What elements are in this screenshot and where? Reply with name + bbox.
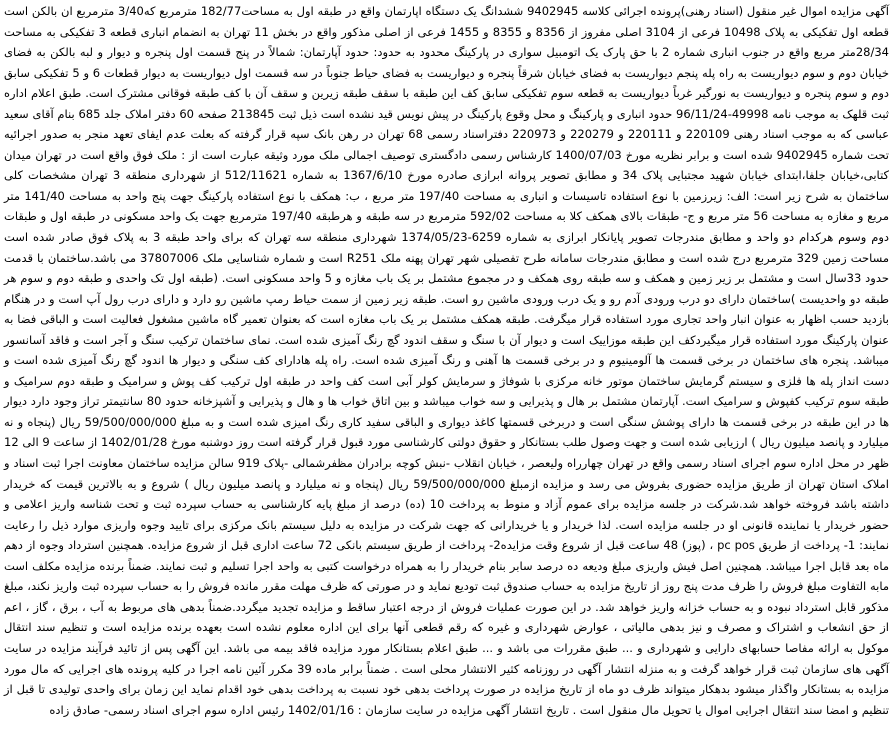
auction-notice-text: آگهی مزایده اموال غیر منقول (اسناد رهنی)پرونده اجرائی کلاسه 9402945 ششدانگ یک دستگاه اپارتمان واقع در طبقه اول به مساحت182/77 مترمربع که3/40 مترمربع ان بالکن است قطعه اول تفکیکی به پلاک 10498 فرعی از 3104 اصلی مفروز از 8356 و 8355 و 1455 فرعی از اصلی مذکور واقع در بخش 11 تهران به انضمام انباری قطعه 3 تفکیکی به مساحت 28/34متر مربع واقع در جنوب انباری شماره 2 با حق پارک یک اتومبیل سواری در پارکینگ محدود به حدود: حدود آپارتمان: شمالاً در پنج قسمت اول پنجره و دیوار و لبه بالکن به فضای خیابان دوم و سوم دیواریست به راه پله پنجم دیواریست به فضای خیابان شرقاً پنجره و دیواریست به فضای حیاط جنوباً در سه قسمت اول دیواریست به دیوار قطعات 6 و 5 تفکیکی سابق دوم و سوم پنجره و دیواریست به نورگیر غرباً دیواریست به قطعه سوم تفکیکی سابق کف این طبقه با سقف طبقه زیرین و سقف آن با کف طبقه فوقانی مشترک است. طبق اعلام اداره ثبت قلهک به موجب نامه 49998-96/11/24 حدود انباری و پارکینگ و محل وقوع پارکینگ در پیش نویس قید نشده است ذیل ثبت 213845 صفحه 60 دفتر املاک جلد 685 بنام آقای سعید عباسی که به موجب اسناد رهنی 220109 و 220111 و 220279 و 220973 دفتراسناد رسمی 68 تهران در رهن بانک سپه قرار گرفته که بعلت عدم ایفای تعهد منجر به صدور اجرائیه تحت شماره 9402945 شده است و برابر نظریه مورخ 1400/07/03 کارشناس رسمی دادگستری توصیف اجمالی ملک مورد وثیقه عبارت است از : ملک فوق واقع است در تهران میدان کتابی،خیابان جلفا،ابتدای خیابان شهید مجتبایی پلاک 34 و مطابق تصویر پروانه ابرازی صادره مورخ 1367/6/10 به شماره 512/11621 از شهرداری منطقه 3 تهران مشخصات کلی ساختمان به شرح زیر است: الف: زیرزمین با نوع استفاده تاسیسات و انباری به مساحت 197/40 متر مربع ، ب: همکف با نوع استفاده پارکینگ جهت پنج واحد به مساحت 141/40 متر مربع و مغازه به مساحت 56 متر مربع و ج- طبقات بالای همکف کلا به مساحت 592/02 مترمربع در سه طبقه و هرطبقه 197/40 مترمربع جهت یک واحد مسکونی در طبقه اول و طبقات دوم وسوم هرکدام دو واحد و مطابق مندرجات تصویر پایانکار ابرازی به شماره 6259-1374/05/23 شهرداری منطقه سه تهران که برای واحد طبقه 3 به پلاک فوق صادر شده است مساحت زمین 329 مترمربع درج شده است و مطابق مندرجات سامانه طرح تفصیلی شهر تهران پهنه ملک R251 است و شماره شناسایی ملک 37807006 می باشد.ساختمان با قدمت حدود 33سال است و مشتمل بر زیر زمین و همکف و سه طبقه روی همکف و در مجموع مشتمل بر یک باب مغازه و 5 واحد مسکونی است. (طبقه اول تک واحدی و طبقه دوم و سوم هر طبقه دو واحدیست )ساختمان دارای دو درب ورودی آدم رو و یک درب ورودی ماشین رو است. طبقه زیر زمین از سمت حیاط رمپ ماشین رو دارد و دارای درب رول آپ است و در هنگام بازدید حسب اظهار به عنوان انبار واحد تجاری مورد استفاده قرار میگرفت. طبقه همکف مشتمل بر یک باب مغازه است که بعنوان تعمیر گاه ماشین مشغول فعالیت است و الباقی فضا به عنوان پارکینگ مورد استفاده قرار میگیردکف این طبقه موزاییک است و دیوار آن با سنگ و سقف اندود گچ رنگ آمیزی شده است. نمای ساختمان ترکیب سنگ و آجر است و فاقد آسانسور میباشد. پنجره های ساختمان در برخی قسمت ها آلومینیوم و در برخی قسمت ها آهنی و رنگ آمیزی شده است. راه پله هادارای کف سنگی و دیوار ها اندود گچ رنگ آمیزی شده است و دست انداز پله ها فلزی و سیستم گرمایش ساختمان موتور خانه مرکزی با شوفاژ و سرمایش کولر آبی است کف واحد در طبقه اول ترکیب کف پوش و سرامیک و طبقه دوم سرامیک و طبقه سوم ترکیب کفپوش و سرامیک است. آپارتمان مشتمل بر هال و پذیرایی و سه خواب میباشد و بین اتاق خواب ها و هال و پذیرایی و آشپزخانه حدود 80 سانتیمتر تراز وجود دارد دیوار ها در این طبقه در برخی قسمت ها دارای پوشش سنگی است و دربرخی قسمتها کاغذ دیواری و الباقی سفید کاری رنگ امیزی شده است و به مبلغ 59/500/000/000 ریال (پنجاه و نه میلیارد و پانصد میلیون ریال ) ارزیابی شده است و جهت وصول طلب بستانکار و حقوق دولتی کارشناسی مورد قبول قرار گرفته است روز دوشنبه مورخ 1402/01/28 از ساعت 9 الی 12 ظهر در محل اداره سوم اجرای اسناد رسمی واقع در تهران چهارراه ولیعصر ، خیابان انقلاب -نبش کوچه برادران مظفرشمالی -پلاک 919 سالن مزایده ساختمان معاونت اجرا ثبت اسناد و املاک استان تهران از طریق مزایده حضوری بفروش می رسد و مزایده ازمبلغ 59/500/000/000 ریال (پنجاه و نه میلیارد و پانصد میلیون ریال ) شروع و به بالاترین قیمت که خریدار داشته باشد فروخته خواهد شد.شرکت در جلسه مزایده برای عموم آزاد و منوط به پرداخت 10 (ده) درصد از مبلغ پایه کارشناسی به حساب سپرده ثبت و تحت شناسه واریز اعلامی و حضور خریدار یا نماینده قانونی او در جلسه مزایده است. لذا خریدار و یا خریدارانی که جهت شرکت در مزایده به دلیل سیستم بانک مرکزی برای تایید وجوه واریزی موارد ذیل را رعایت نمایند: 1- پرداخت از طریق pc pos ، (پوز) 48 ساعت قبل از شروع وقت مزایده2- پرداخت از طریق سیستم بانکی 72 ساعت اداری قبل از شروع مزایده. همچنین استرداد وجوه از دهم ماه بعد قابل اجرا میباشد. همچنین اصل فیش واریزی مبلغ ودیعه ده درصد سابر بنام خریدار را به همراه درخواست کتبی به واحد اجرا تسلیم و ثبت نمایند. ضمناً برنده مزایده مکلف است مابه التفاوت مبلغ فروش را ظرف مدت پنج روز از تاریخ مزایده به حساب صندوق ثبت تودیع نماید و در صورتی که ظرف مهلت مقرر مانده فروش را به حساب سپرده ثبت واریز نکند، مبلغ مذکور قابل استرداد نبوده و به حساب خزانه واریز خواهد شد. در این صورت عملیات فروش از درجه اعتبار ساقط و مزایده تجدید میگردد.ضمناً بدهی های مربوط به آب ، برق ، گاز ، اعم از حق انشعاب و اشتراک و مصرف و نیز بدهی مالیاتی ، عوارض شهرداری و غیره که رقم قطعی آنها برای این اداره معلوم نشده است بعهده برنده مزایده است و تنظیم سند انتقال موکول به ارائه مفاصا حسابهای دارایی و شهرداری و ... طبق مقررات می باشد و ... طبق اعلام بستانکار مورد مزایده فاقد بیمه می باشد. این آگهی پس از تائید فرآیند مزایده در سایت آگهی های سازمان ثبت قرار خواهد گرفت و به منزله انتشار آگهی در روزنامه کثیر الانتشار محلی است . ضمناً برابر ماده 39 مکرر آئین نامه اجرا در کلیه پرونده های اجرایی که مال مورد مزایده به بستانکار واگذار میشود بدهکار میتواند ظرف دو ماه از تاریخ مزایده در صورت پرداخت بدهی خود نسبت به پرداخت بدهی خود اقدام نماید این زمان برای واحدی تولیدی تا قبل از تنظیم و امضا سند انتقال اجرایی اموال یا تحویل مال منقول است . تاریخ انتشار آگهی مزایده در سایت سازمان : 1402/01/16 رئیس اداره سوم اجرای اسناد رسمی- صادق زاده [4,4,890,717]
